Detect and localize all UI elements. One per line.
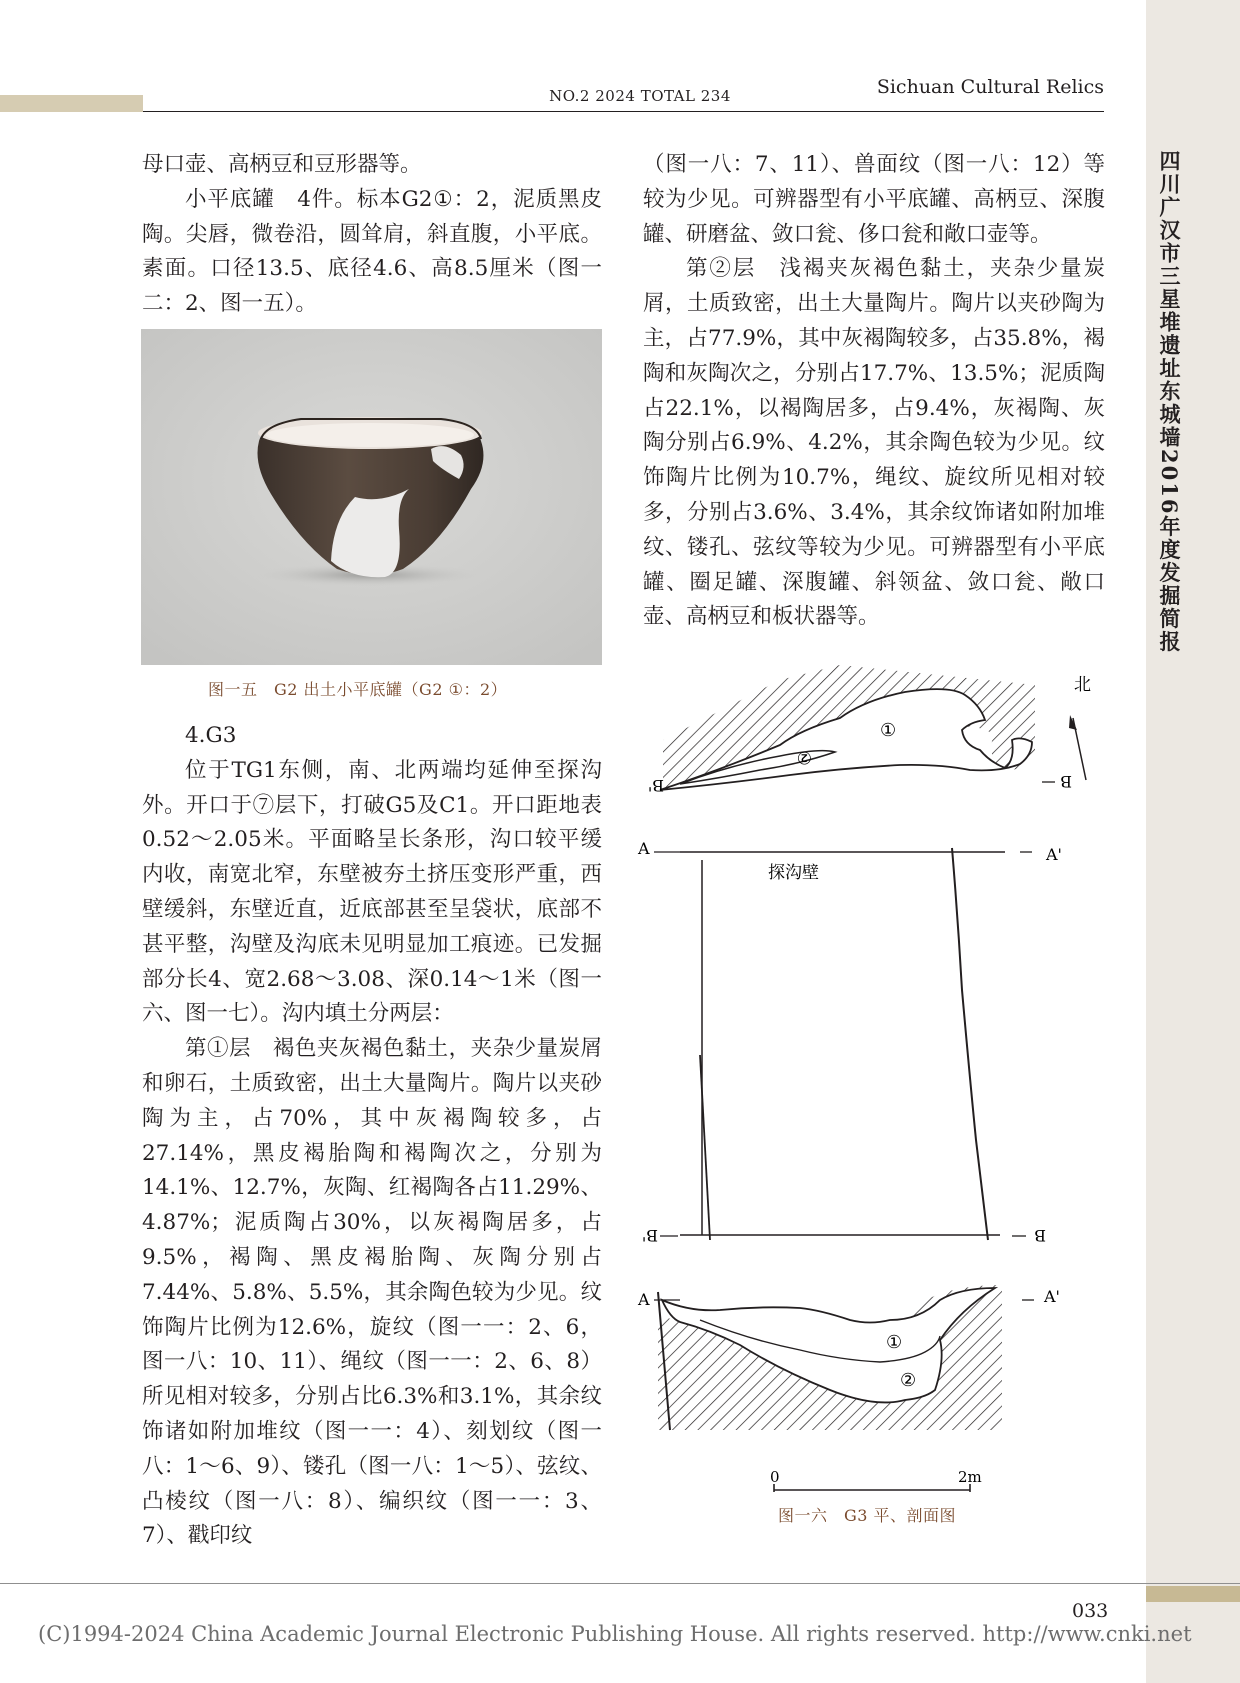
north-arrow-head	[1069, 715, 1077, 730]
page-number: 033	[1072, 1600, 1109, 1622]
label-a-mid: A	[638, 839, 650, 858]
plan-east-edge	[952, 848, 988, 1240]
layer-2-section-label: ②	[900, 1370, 917, 1391]
layer-1-label: ①	[880, 720, 897, 741]
running-side-title: 四川广汉市三星堆遗址东城墙2016年度发掘简报	[1157, 150, 1182, 654]
header-rule	[143, 111, 1104, 112]
label-a-prime-mid: A'	[1046, 845, 1062, 864]
paragraph: 第②层 浅褐夹灰褐色黏土，夹杂少量炭屑，土质致密，出土大量陶片。陶片以夹砂陶为主，占77.9%，其中灰褐陶较多，占35.8%，褐陶和灰陶次之，分别占17.7%、13.5%；泥质陶占22.1%，以褐陶居多，占9.4%，灰褐陶、灰陶分别占6.9%、4.2%，其余陶色较为少见。纹饰陶片比例为10.7%，绳纹、旋纹所见相对较多，分别占3.6%、3.4%，其余纹饰诸如附加堆纹、镂孔、弦纹等较为少见。可辨器型有小平底罐、圈足罐、深腹罐、斜领盆、敛口瓮、敞口壶、高柄豆和板状器等。	[643, 256, 1105, 630]
paragraph: 位于TG1东侧，南、北两端均延伸至探沟外。开口于⑦层下，打破G5及C1。开口距地表0.52～2.05米。平面略呈长条形，沟口较平缓内收，南宽北窄，东壁被夯土挤压变形严重，西壁缓斜，东壁近直，近底部甚至呈袋状，底部不甚平整，沟壁及沟底未见明显加工痕迹。已发掘部分长4、宽2.68～3.08、深0.14～1米（图一六、图一七）。沟内填土分两层：	[142, 757, 602, 1027]
header-decor-band	[0, 95, 143, 112]
north-label: 北	[1074, 675, 1091, 695]
left-column-upper	[142, 148, 602, 322]
g3-plan-section-diagram	[640, 660, 1110, 1510]
section-heading: 4.G3	[185, 723, 237, 748]
scale-zero-label: 0	[770, 1468, 780, 1486]
footer-decor-band	[1146, 1586, 1240, 1602]
left-column-lower	[142, 719, 602, 1554]
figure-16-caption: 图一六 G3 平、剖面图	[778, 1506, 957, 1525]
header-journal-name: Sichuan Cultural Relics	[876, 76, 1104, 98]
layer-1-section-label: ①	[886, 1332, 903, 1353]
label-b-top: B	[1060, 772, 1072, 791]
right-column	[643, 148, 1105, 635]
copyright-notice: (C)1994-2024 China Academic Journal Electronic Publishing House. All rights reserved. http://www.cnki.net	[38, 1622, 1192, 1646]
label-b-prime-mid: B'	[641, 1226, 658, 1245]
label-b-mid: B	[1034, 1226, 1046, 1245]
label-a-prime-bottom: A'	[1044, 1287, 1060, 1306]
footer-rule	[0, 1583, 1240, 1584]
label-b-prime-top: B'	[647, 776, 664, 795]
pottery-jar-image	[141, 329, 602, 665]
label-a-bottom: A	[638, 1290, 650, 1309]
layer-2-label: ②	[796, 747, 812, 767]
paragraph: 母口壶、高柄豆和豆形器等。	[142, 152, 422, 177]
paragraph: 小平底罐 4件。标本G2①：2，泥质黑皮陶。尖唇，微卷沿，圆耸肩，斜直腹，小平底。素面。口径13.5、底径4.6、高8.5厘米（图一二：2、图一五）。	[142, 186, 602, 317]
header-issue: NO.2 2024 TOTAL 234	[549, 87, 731, 105]
paragraph: （图一八：7、11）、兽面纹（图一八：12）等较为少见。可辨器型有小平底罐、高柄豆、深腹罐、研磨盆、敛口瓮、侈口瓮和敞口壶等。	[643, 152, 1105, 247]
scale-end-label: 2m	[958, 1468, 982, 1486]
figure-15-photo	[141, 329, 602, 665]
figure-15-caption: 图一五 G2 出土小平底罐（G2 ①：2）	[208, 680, 508, 699]
paragraph: 第①层 褐色夹灰褐色黏土，夹杂少量炭屑和卵石，土质致密，出土大量陶片。陶片以夹砂陶为主，占70%，其中灰褐陶较多，占27.14%，黑皮褐胎陶和褐陶次之，分别为14.1%、12.7%，灰陶、红褐陶各占11.29%、4.87%；泥质陶占30%，以灰褐陶居多，占9.5%，褐陶、黑皮褐胎陶、灰陶分别占7.44%、5.8%、5.5%，其余陶色较为少见。纹饰陶片比例为12.6%，旋纹（图一一：2、6，图一八：10、11）、绳纹（图一一：2、6、8）所见相对较多，分别占比6.3%和3.1%，其余纹饰诸如附加堆纹（图一一：4）、刻划纹（图一八：1～6、9）、镂孔（图一八：1～5）、弦纹、凸棱纹（图一八：8）、编织纹（图一一：3、7）、戳印纹	[142, 1036, 602, 1549]
trench-wall-label: 探沟壁	[768, 863, 819, 883]
figure-16-drawing	[640, 660, 1110, 1510]
